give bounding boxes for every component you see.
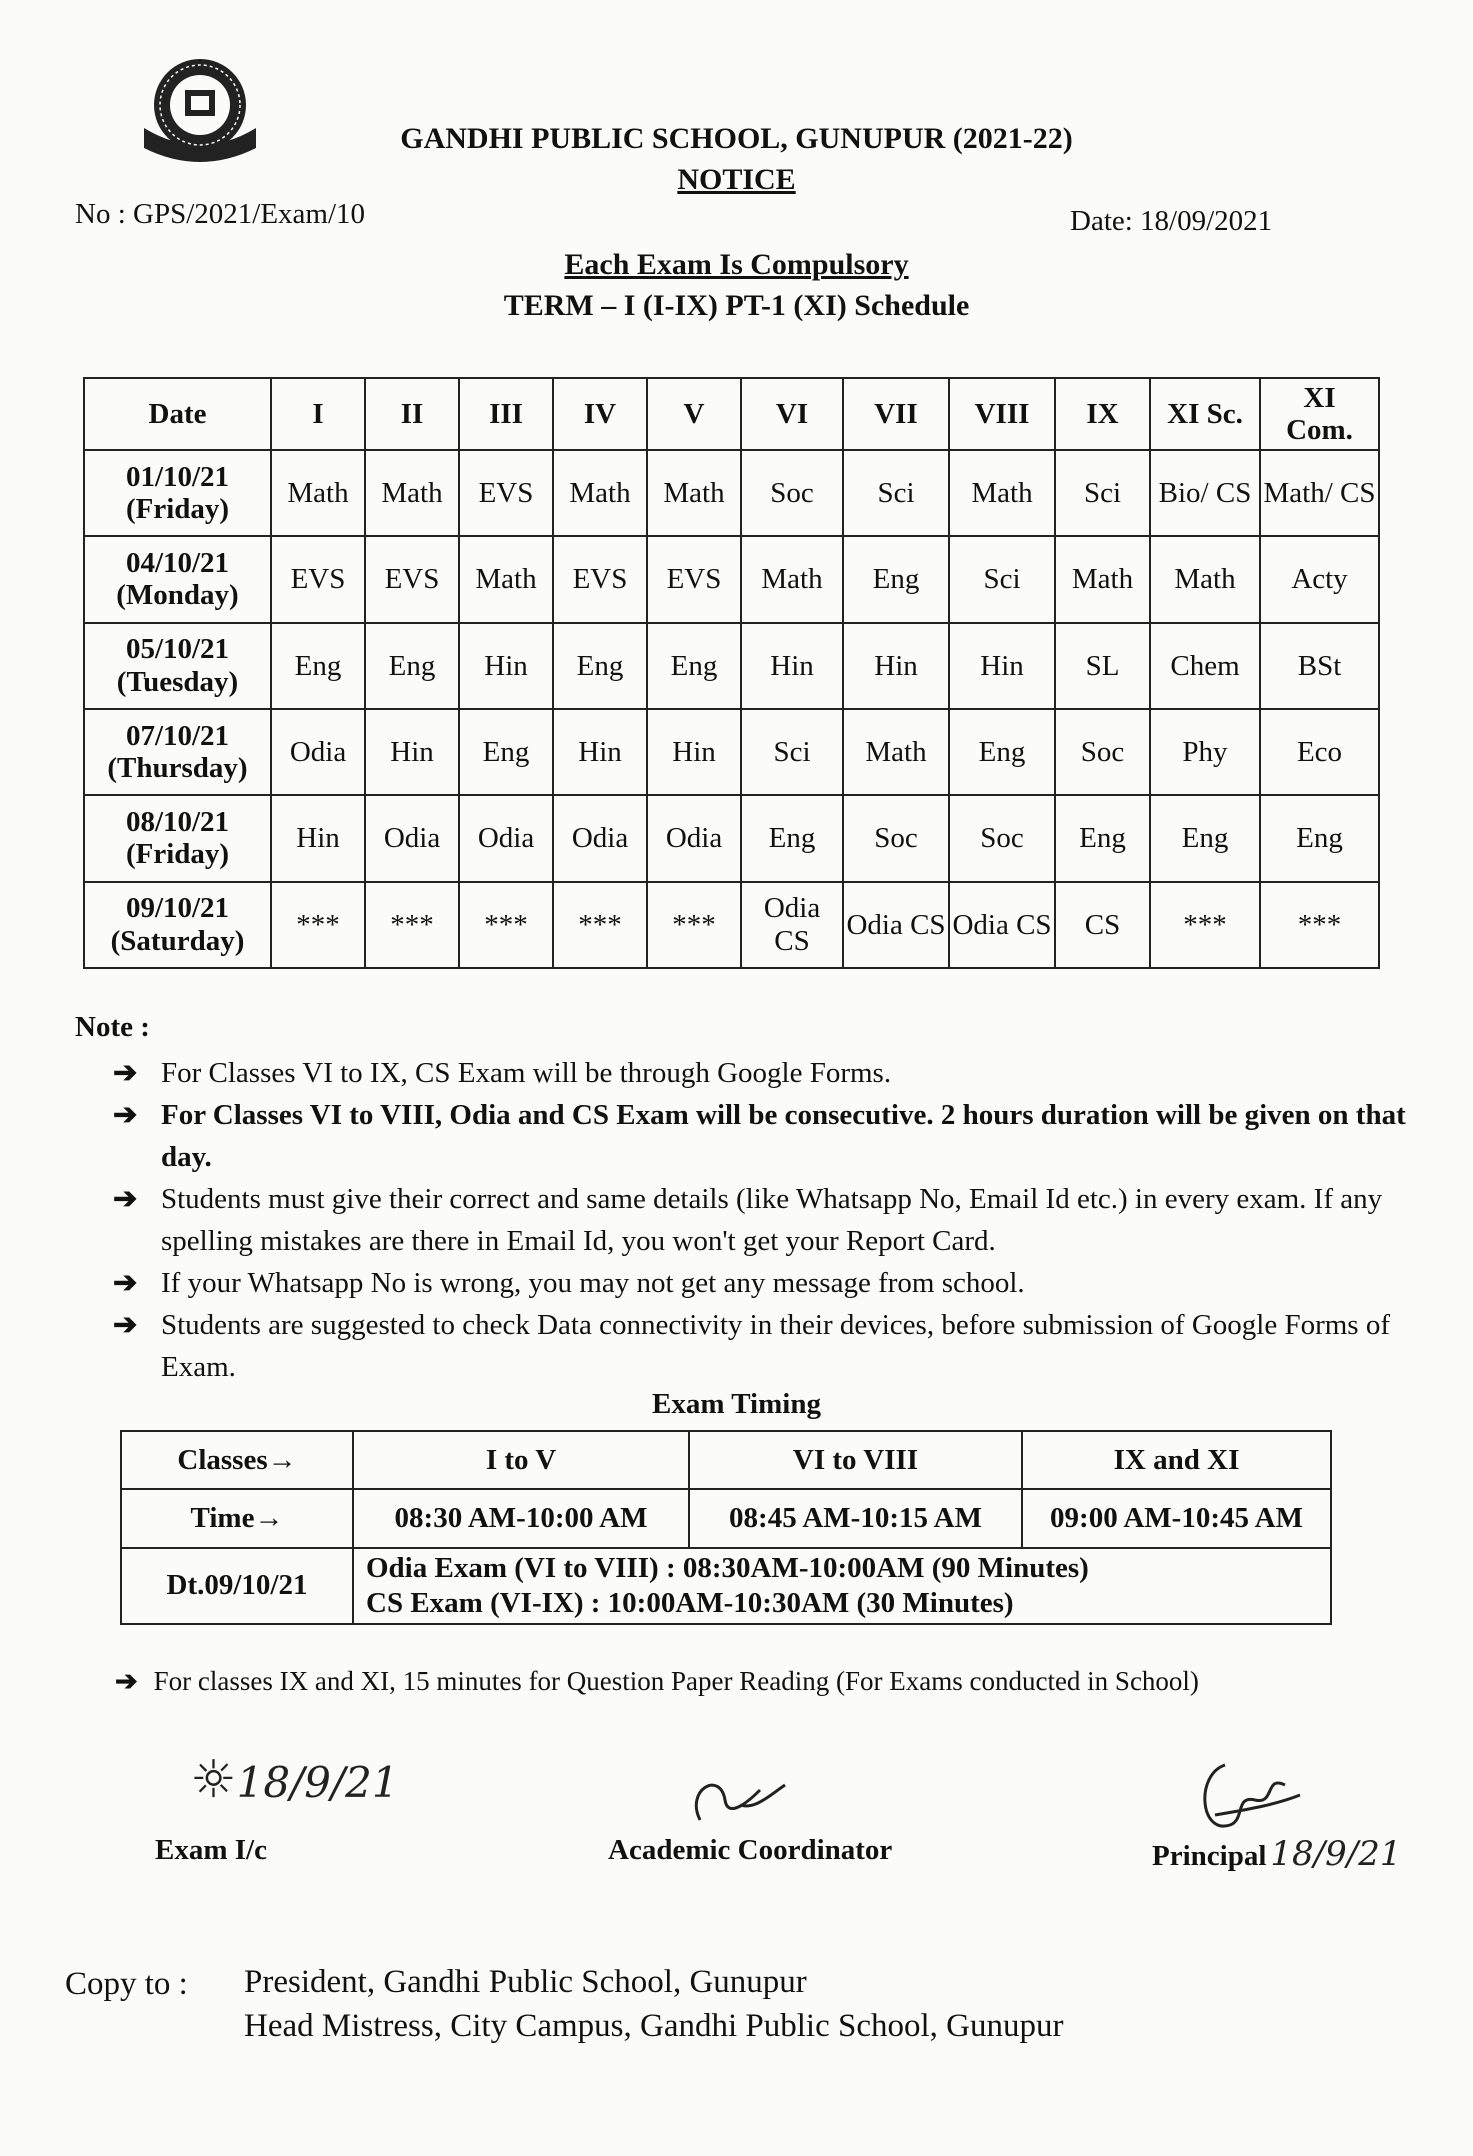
subject-cell: *** — [647, 882, 741, 968]
exam-date: 09/10/21 — [125, 892, 230, 925]
subject-cell: Math — [365, 450, 459, 536]
column-header: VI — [741, 378, 843, 450]
subject-cell: Math — [1055, 536, 1150, 622]
note-item: ➔ For Classes VI to VIII, Odia and CS Exam will be consecutive. 2 hours duration will be given on that day. — [113, 1094, 1415, 1178]
subject-cell: Sci — [741, 709, 843, 795]
cs-exam-timing: CS Exam (VI-IX) : 10:00AM-10:30AM (30 Minutes) — [366, 1586, 1014, 1619]
subject-cell: Odia CS — [949, 882, 1055, 968]
subject-cell: Math — [271, 450, 365, 536]
note-item: ➔ Students must give their correct and same details (like Whatsapp No, Email Id etc.) in every exam. If any spelling mistakes are there in Email Id, you won't get your Report Card. — [113, 1178, 1415, 1262]
subject-cell: Eng — [365, 623, 459, 709]
notice-date: Date: 18/09/2021 — [1070, 205, 1273, 237]
subject-cell: Math — [1150, 536, 1260, 622]
schedule-row — [84, 623, 1379, 709]
time-label: Time→ — [121, 1489, 353, 1547]
subject-cell: Hin — [949, 623, 1055, 709]
timing-classes-row — [121, 1431, 1331, 1489]
exam-day: (Tuesday) — [116, 665, 239, 698]
schedule-date-cell — [84, 450, 271, 536]
arrow-right-icon: ➔ — [113, 1057, 138, 1089]
subject-cell: Soc — [843, 795, 949, 881]
academic-coordinator-signature — [680, 1760, 800, 1840]
exam-date: 01/10/21 — [125, 460, 230, 493]
subject-cell: Math/ CS — [1260, 450, 1379, 536]
subject-cell: Hin — [553, 709, 647, 795]
copy-to-list — [244, 1960, 1063, 2048]
schedule-row — [84, 795, 1379, 881]
schedule-row — [84, 536, 1379, 622]
subject-cell: Hin — [365, 709, 459, 795]
school-name: GANDHI PUBLIC SCHOOL, GUNUPUR (2021-22) — [400, 122, 1073, 155]
subject-cell: Eng — [1260, 795, 1379, 881]
column-header: IX — [1055, 378, 1150, 450]
subject-cell: BSt — [1260, 623, 1379, 709]
subject-cell: *** — [365, 882, 459, 968]
class-group: IX and XI — [1022, 1431, 1331, 1489]
subject-cell: Hin — [271, 795, 365, 881]
exam-day: (Monday) — [116, 579, 239, 612]
exam-day: (Friday) — [125, 838, 230, 871]
notes-heading: Note : — [75, 1011, 150, 1043]
schedule-date-cell — [84, 795, 271, 881]
compulsory-heading: Each Exam Is Compulsory — [564, 248, 909, 281]
exam-schedule-table — [83, 377, 1380, 969]
copy-to-recipient: President, Gandhi Public School, Gunupur — [244, 1964, 807, 2000]
exam-timing-table — [120, 1430, 1332, 1625]
subject-cell: Phy — [1150, 709, 1260, 795]
time-slot: 08:30 AM-10:00 AM — [353, 1489, 689, 1547]
subject-cell: Math — [459, 536, 553, 622]
timing-time-row — [121, 1489, 1331, 1547]
subject-cell: Odia — [647, 795, 741, 881]
exam-day: (Thursday) — [107, 752, 248, 785]
subject-cell: Hin — [459, 623, 553, 709]
note-item: ➔ Students are suggested to check Data connectivity in their devices, before submission of Google Forms of Exam. — [113, 1304, 1415, 1388]
column-header: IV — [553, 378, 647, 450]
question-paper-note: ➔ For classes IX and XI, 15 minutes for Question Paper Reading (For Exams conducted in School) — [115, 1666, 1199, 1696]
exam-date: 04/10/21 — [125, 547, 230, 580]
subject-cell: Chem — [1150, 623, 1260, 709]
column-header: VII — [843, 378, 949, 450]
subject-cell: Eng — [843, 536, 949, 622]
subject-cell: Math — [949, 450, 1055, 536]
column-header: II — [365, 378, 459, 450]
column-header: V — [647, 378, 741, 450]
subject-cell: Eng — [1055, 795, 1150, 881]
schedule-header-row — [84, 378, 1379, 450]
schedule-date-cell — [84, 709, 271, 795]
arrow-right-icon: ➔ — [113, 1099, 138, 1131]
column-header: XI Sc. — [1150, 378, 1260, 450]
subject-cell: Sci — [843, 450, 949, 536]
subject-cell: *** — [459, 882, 553, 968]
subject-cell: Eng — [647, 623, 741, 709]
subject-cell: Eng — [553, 623, 647, 709]
subject-cell: Math — [741, 536, 843, 622]
schedule-row — [84, 450, 1379, 536]
odia-exam-timing: Odia Exam (VI to VIII) : 08:30AM-10:00AM (90 Minutes) — [366, 1552, 1089, 1584]
subject-cell: Bio/ CS — [1150, 450, 1260, 536]
subject-cell: EVS — [365, 536, 459, 622]
schedule-row — [84, 709, 1379, 795]
arrow-right-icon: ➔ — [113, 1267, 138, 1299]
copy-to-recipient: Head Mistress, City Campus, Gandhi Public School, Gunupur — [244, 2008, 1064, 2044]
schedule-date-cell — [84, 882, 271, 968]
class-group: I to V — [353, 1431, 689, 1489]
subject-cell: Odia — [271, 709, 365, 795]
subject-cell: Sci — [1055, 450, 1150, 536]
subject-cell: Acty — [1260, 536, 1379, 622]
schedule-date-cell — [84, 536, 271, 622]
academic-coordinator-label: Academic Coordinator — [608, 1834, 893, 1866]
arrow-right-icon: ➔ — [115, 1666, 138, 1696]
column-header: III — [459, 378, 553, 450]
principal-signature-date: 18/9/21 — [1270, 1834, 1402, 1874]
subject-cell: Odia — [459, 795, 553, 881]
column-header: I — [271, 378, 365, 450]
timing-special-row — [121, 1548, 1331, 1624]
notice-title: NOTICE — [677, 163, 796, 196]
subject-cell: Hin — [843, 623, 949, 709]
subject-cell: Odia — [553, 795, 647, 881]
time-slot: 08:45 AM-10:15 AM — [689, 1489, 1022, 1547]
subject-cell: Soc — [741, 450, 843, 536]
subject-cell: Eng — [949, 709, 1055, 795]
subject-cell: Odia — [365, 795, 459, 881]
subject-cell: Eco — [1260, 709, 1379, 795]
subject-cell: *** — [1150, 882, 1260, 968]
subject-cell: EVS — [647, 536, 741, 622]
subject-cell: Eng — [271, 623, 365, 709]
principal-label: Principal — [1152, 1840, 1267, 1872]
time-slot: 09:00 AM-10:45 AM — [1022, 1489, 1331, 1547]
subject-cell: Eng — [1150, 795, 1260, 881]
subject-cell: Math — [843, 709, 949, 795]
subject-cell: EVS — [459, 450, 553, 536]
schedule-title: TERM – I (I-IX) PT-1 (XI) Schedule — [503, 289, 970, 322]
subject-cell: Math — [647, 450, 741, 536]
column-header: XI Com. — [1260, 378, 1379, 450]
subject-cell: Hin — [741, 623, 843, 709]
special-date: Dt.09/10/21 — [121, 1548, 353, 1624]
copy-to-label: Copy to : — [65, 1966, 188, 2002]
arrow-right-icon: ➔ — [113, 1183, 138, 1215]
special-timing — [353, 1548, 1331, 1624]
subject-cell: Odia CS — [741, 882, 843, 968]
note-item: ➔ For Classes VI to IX, CS Exam will be through Google Forms. — [113, 1052, 1415, 1094]
subject-cell: Eng — [459, 709, 553, 795]
exam-day: (Saturday) — [110, 924, 245, 957]
subject-cell: SL — [1055, 623, 1150, 709]
exam-date: 07/10/21 — [125, 719, 230, 752]
subject-cell: CS — [1055, 882, 1150, 968]
schedule-row — [84, 882, 1379, 968]
arrow-right-icon: ➔ — [113, 1309, 138, 1341]
classes-label: Classes→ — [121, 1431, 353, 1489]
subject-cell: Soc — [1055, 709, 1150, 795]
exam-timing-title: Exam Timing — [652, 1388, 821, 1420]
reference-number: No : GPS/2021/Exam/10 — [75, 198, 366, 230]
notes-section — [75, 1006, 1415, 1388]
exam-date: 08/10/21 — [125, 806, 230, 838]
exam-ic-signature: ☼18/9/21 — [190, 1750, 399, 1810]
schedule-date-cell — [84, 623, 271, 709]
exam-date: 05/10/21 — [125, 633, 230, 666]
exam-ic-label: Exam I/c — [155, 1834, 267, 1866]
subject-cell: Sci — [949, 536, 1055, 622]
subject-cell: Soc — [949, 795, 1055, 881]
note-item: ➔ If your Whatsapp No is wrong, you may not get any message from school. — [113, 1262, 1415, 1304]
subject-cell: *** — [1260, 882, 1379, 968]
exam-day: (Friday) — [125, 493, 230, 526]
column-header: Date — [84, 378, 271, 450]
subject-cell: EVS — [553, 536, 647, 622]
subject-cell: Eng — [741, 795, 843, 881]
subject-cell: EVS — [271, 536, 365, 622]
subject-cell: Odia CS — [843, 882, 949, 968]
class-group: VI to VIII — [689, 1431, 1022, 1489]
subject-cell: *** — [553, 882, 647, 968]
subject-cell: Hin — [647, 709, 741, 795]
subject-cell: Math — [553, 450, 647, 536]
column-header: VIII — [949, 378, 1055, 450]
subject-cell: *** — [271, 882, 365, 968]
